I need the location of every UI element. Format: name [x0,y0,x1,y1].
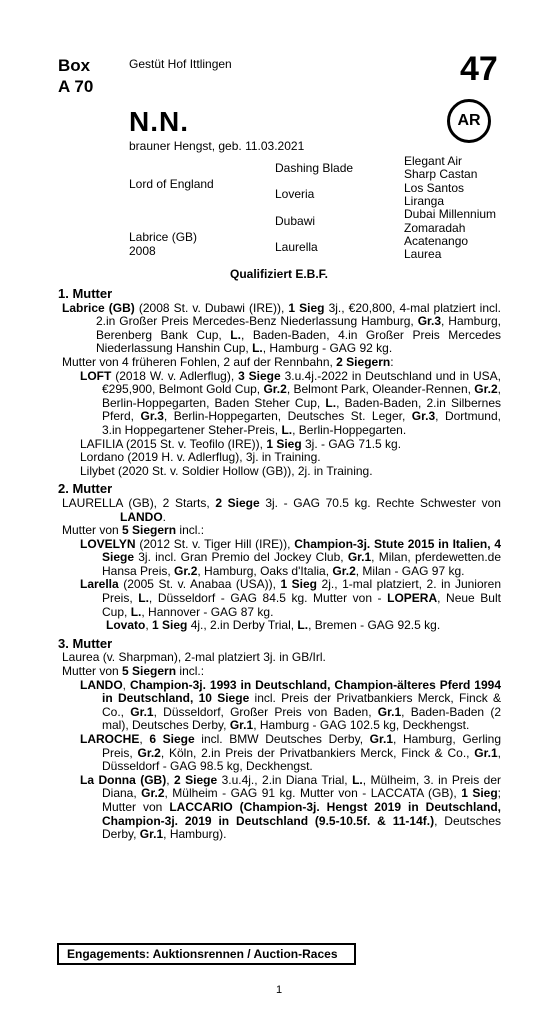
pedigree-gen3: Liranga [404,194,445,208]
pedigree-dam-year: 2008 [129,244,156,258]
pedigree-gen3: Zomaradah [404,221,466,235]
mutter3-entry: Laurea (v. Sharpman), 2-mal platziert 3j. in GB/Irl. [62,650,326,665]
dam-line-content [58,285,501,842]
pedigree-gen2: Loveria [275,187,315,201]
qualification: Qualifiziert E.B.F. [229,267,328,281]
produce-entry: Lordano (2019 H. v. Adlerflug), 3j. in Training. [80,450,321,465]
pedigree-dam: Labrice (GB) [129,230,198,244]
section-title-mutter2: 2. Mutter [58,481,113,497]
pedigree-gen3: Los Santos [404,181,465,195]
box-label [58,55,93,97]
pedigree-gen3: Laurea [404,247,442,261]
produce-entry: Lilybet (2020 St. v. Soldier Hollow (GB)), 2j. in Training. [80,463,373,478]
mutter1-produce-summary: Mutter von 4 früheren Fohlen, 2 auf der Rennbahn, 2 Siegern: [62,354,394,369]
pedigree-gen2: Laurella [275,240,318,254]
mutter2-produce-summary: Mutter von 5 Siegern incl.: [62,523,205,538]
pedigree-sire: Lord of England [129,177,214,191]
section-title-mutter3: 3. Mutter [58,635,113,651]
produce-entry: LAFILIA (2015 St. v. Teofilo (IRE)), 1 Sieg 3j. - GAG 71.5 kg. [80,436,402,451]
pedigree-gen3: Dubai Millennium [404,207,497,221]
horse-name: N.N. [129,106,189,137]
produce-entry: LOFT (2018 W. v. Adlerflug), 3 Siege 3.u.4j.-2022 in Deutschland und in USA, €295,900, Belmont Gold Cup, Gr.2, Belmont Park, Oleander-Rennen, Gr.2, Berlin-Hoppegarten, Baden Steher Cup, L., Baden-Baden, 2.in Silbernes Pferd, Gr.3, Berlin-Hoppegarten, Deutsches St. Leger, Gr.3, Dortmund, 3.in Hoppegartener Steher-Preis, L., Berlin-Hoppegarten. [80,368,501,437]
mutter2-entry: LAURELLA (GB), 2 Starts, 2 Siege 3j. - GAG 70.5 kg. Rechte Schwester von LANDO. [62,495,501,524]
pedigree-gen3: Acatenango [404,234,469,248]
lot-number: 47 [460,50,498,88]
pedigree-gen3: Elegant Air [404,154,463,168]
produce-entry: LOVELYN (2012 St. v. Tiger Hill (IRE)), Champion-3j. Stute 2015 in Italien, 4 Siege 3j. incl. Gran Premio del Jockey Club, Gr.1, Milan, pferdewetten.de Hansa Preis, Gr.2, Hamburg, Oaks d'Italia, Gr.2, Milan - GAG 97 kg. [80,536,502,578]
produce-entry: LAROCHE, 6 Siege incl. BMW Deutsches Derby, Gr.1, Hamburg, Gerling Preis, Gr.2, Köln, 2.in Preis der Privatbankiers Merck, Finck & Co., Gr.1, Düsseldorf - GAG 98.5 kg, Deckhengst. [80,732,502,774]
box-line2: A 70 [58,77,94,96]
box-line1: Box [58,56,91,75]
ar-badge: AR [447,99,491,143]
horse-description: brauner Hengst, geb. 11.03.2021 [129,139,305,153]
pedigree-gen2: Dashing Blade [275,161,354,175]
section-title-mutter1: 1. Mutter [58,286,113,301]
produce-entry: La Donna (GB), 2 Siege 3.u.4j., 2.in Diana Trial, L., Mülheim, 3. in Preis der Diana, Gr.2, Mülheim - GAG 91 kg. Mutter von - LACCATA (GB), 1 Sieg; Mutter von LACCARIO (Champion-3j. Hengst 2019 in Deutschland, Champion-3j. 2019 in Deutschland (9.5-10.5f. & 11-14f.), Deutsches Derby, Gr.1, Hamburg). [80,772,502,842]
produce-entry: LANDO, Champion-3j. 1993 in Deutschland, Champion-älteres Pferd 1994 in Deutschland, 10 Siege incl. Preis der Privatbankiers Merck, Finck & Co., Gr.1, Düsseldorf, Großer Preis von Baden, Gr.1, Baden-Baden (2 mal), Deutsches Derby, Gr.1, Hamburg - GAG 102.5 kg, Deckhengst. [80,677,502,733]
pedigree-gen3: Sharp Castan [404,167,478,181]
engagements-box: Engagements: Auktionsrennen / Auction-Races [57,943,356,965]
mutter1-entry: Labrice (GB) (2008 St. v. Dubawi (IRE)), 1 Sieg 3j., €20,800, 4-mal platziert incl. 2.in Großer Preis Mercedes-Benz Niederlassung Hamburg, Gr.3, Hamburg, Berenberg Bank Cup, L., Baden-Baden, 4.in Großer Preis Mercedes Niederlassung Hanshin Cup, L., Hamburg - GAG 92 kg. [62,300,501,356]
pedigree-gen2: Dubawi [275,214,316,228]
breeder: Gestüt Hof Ittlingen [129,57,232,71]
page-number: 1 [275,984,283,996]
produce-entry: Lovato, 1 Sieg 4j., 2.in Derby Trial, L., Bremen - GAG 92.5 kg. [106,618,441,633]
mutter3-produce-summary: Mutter von 5 Siegern incl.: [62,664,205,679]
produce-entry: Larella (2005 St. v. Anabaa (USA)), 1 Sieg 2j., 1-mal platziert, 2. in Junioren Preis, L., Düsseldorf - GAG 84.5 kg. Mutter von - LOPERA, Neue Bult Cup, L., Hannover - GAG 87 kg. [80,577,501,619]
